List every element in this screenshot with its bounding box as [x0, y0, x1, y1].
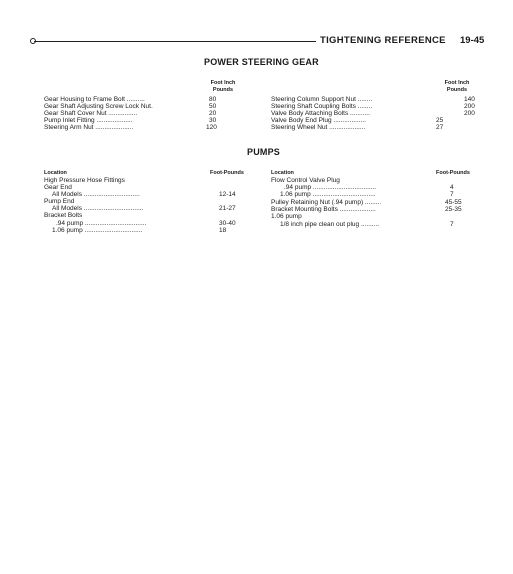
pumps-right-foot-pounds-head: Foot-Pounds: [436, 170, 470, 176]
pump-row-label: .94 pump ..................................: [56, 220, 147, 227]
pumps-left-location-head: Location: [44, 170, 67, 176]
header-rule: [34, 41, 316, 42]
torque-row-value: 27: [436, 124, 444, 131]
pump-row-label: All Models .................................: [52, 205, 144, 212]
pump-row-label: 1.06 pump: [271, 213, 302, 220]
col-head-line1: Foot Inch: [444, 80, 470, 86]
pumps-right-location-head: Location: [271, 170, 294, 176]
pumps-title: PUMPS: [247, 147, 281, 157]
pump-row-value: 7: [450, 191, 454, 198]
pump-row-label: 1.06 pump ...................................: [280, 191, 376, 198]
torque-row-label: Gear Shaft Cover Nut ................: [44, 110, 138, 117]
col-head-line2: Pounds: [446, 86, 468, 93]
torque-row-value: 200: [464, 103, 475, 110]
pump-row-label: All Models ...............................: [52, 191, 140, 198]
pump-row-label: High Pressure Hose Fittings: [44, 177, 125, 184]
pump-row-label: Bracket Mounting Bolts ....................: [271, 206, 376, 213]
torque-row-label: Pump Inlet Fitting ....................: [44, 117, 133, 124]
torque-row-value: 120: [206, 124, 217, 131]
torque-row-value: 80: [209, 96, 217, 103]
col-head-line2: Pounds: [212, 86, 234, 93]
torque-row-label: Gear Shaft Adjusting Screw Lock Nut.: [44, 103, 153, 110]
pump-row-label: Pump End: [44, 198, 75, 205]
pump-row-label: Flow Control Valve Plug: [271, 177, 340, 184]
torque-row-label: Steering Wheel Nut ....................: [271, 124, 366, 131]
pumps-left-foot-pounds-head: Foot-Pounds: [210, 170, 244, 176]
page-number: 19-45: [460, 35, 485, 46]
pump-row-label: Gear End: [44, 184, 72, 191]
torque-row-value: 50: [209, 103, 217, 110]
torque-row-value: 30: [209, 117, 217, 124]
pump-row-label: Bracket Bolts: [44, 212, 83, 219]
pump-row-value: 30-40: [219, 220, 236, 227]
torque-row-label: Steering Column Support Nut ........: [271, 96, 373, 103]
power-steering-right-col-head: [434, 80, 480, 93]
power-steering-title: POWER STEERING GEAR: [204, 57, 319, 67]
torque-row-label: Valve Body Attaching Bolts ...........: [271, 110, 370, 117]
torque-row-label: Gear Housing to Frame Bolt ..........: [44, 96, 145, 103]
torque-row-label: Steering Shaft Coupling Bolts ........: [271, 103, 373, 110]
pump-row-value: 7: [450, 221, 454, 228]
torque-row-value: 200: [464, 110, 475, 117]
pump-row-value: 12-14: [219, 191, 236, 198]
pump-row-label: 1.06 pump ................................: [52, 227, 143, 234]
torque-row-value: 25: [436, 117, 444, 124]
torque-row-value: 20: [209, 110, 217, 117]
torque-row-value: 140: [464, 96, 475, 103]
pump-row-value: 21-27: [219, 205, 236, 212]
torque-row-label: Valve Body End Plug ..................: [271, 117, 366, 124]
power-steering-left-col-head: [202, 80, 244, 93]
pump-row-value: 4: [450, 184, 454, 191]
torque-row-label: Steering Arm Nut .....................: [44, 124, 134, 131]
pump-row-label: Pulley Retaining Nut (.94 pump) .........: [271, 199, 382, 206]
pump-row-label: 1/8 inch pipe clean out plug ..........: [280, 221, 380, 228]
pump-row-value: 45-55: [445, 199, 462, 206]
pump-row-value: 25-35: [445, 206, 462, 213]
pump-row-label: .94 pump ...................................: [284, 184, 377, 191]
pump-row-value: 18: [219, 227, 227, 234]
col-head-line1: Foot Inch: [210, 80, 236, 86]
running-title: TIGHTENING REFERENCE: [320, 35, 446, 46]
